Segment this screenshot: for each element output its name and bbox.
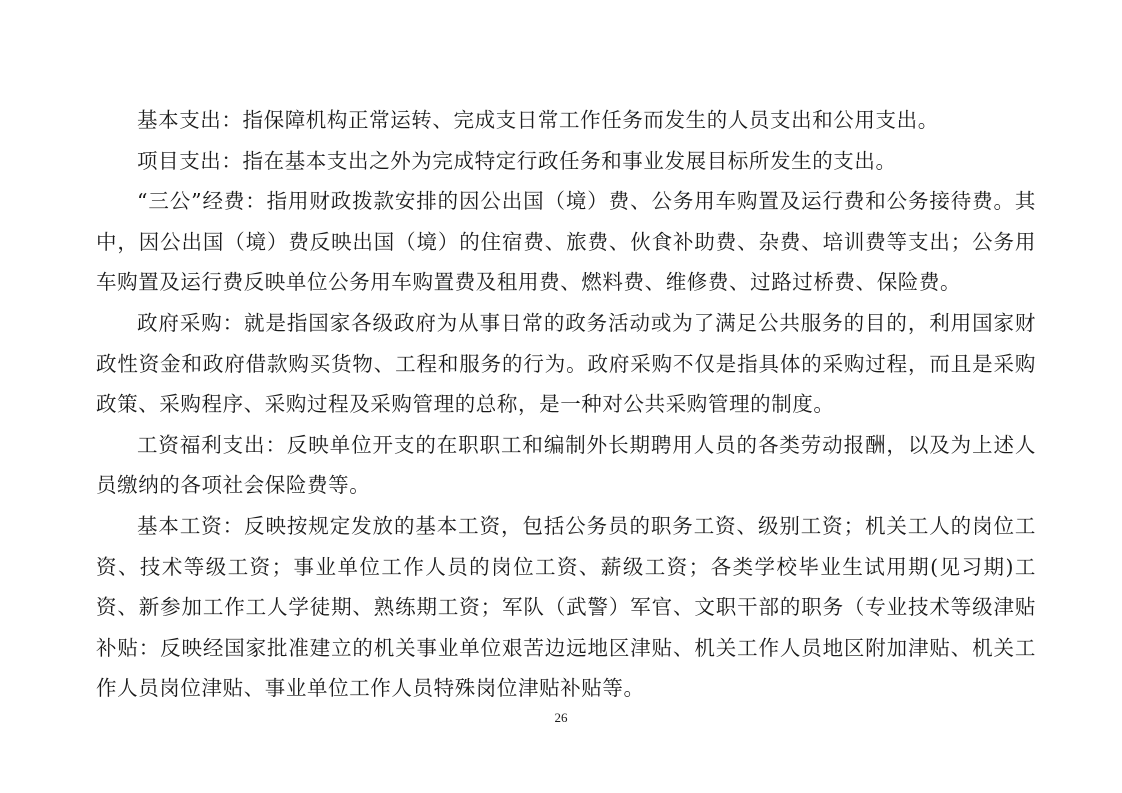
document-body [96,100,1036,709]
paragraph-project-expenditure: 项目支出：指在基本支出之外为完成特定行政任务和事业发展目标所发生的支出。 [137,148,897,173]
paragraph-wage-welfare-expenditure: 工资福利支出：反映单位开支的在职职工和编制外长期聘用人员的各类劳动报酬，以及为上述人员缴纳的各项社会保险费等。 [96,432,1036,498]
page-number: 26 [554,710,568,725]
paragraph-basic-wage: 基本工资：反映按规定发放的基本工资，包括公务员的职务工资、级别工资；机关工人的岗位工资、技术等级工资；事业单位工作人员的岗位工资、薪级工资；各类学校毕业生试用期(见习期)工资、新参加工作工人学徒期、熟练期工资；军队（武警）军官、文职干部的职务（专业技术等级津贴补贴：反映经国家批准建立的机关事业单位艰苦边远地区津贴、机关工作人员地区附加津贴、机关工作人员岗位津贴、事业单位工作人员特殊岗位津贴补贴等。 [96,513,1036,701]
paragraph-three-public-expenses: “三公”经费：指用财政拨款安排的因公出国（境）费、公务用车购置及运行费和公务接待费。其中，因公出国（境）费反映出国（境）的住宿费、旅费、伙食补助费、杂费、培训费等支出；公务用车购置及运行费反映单位公务用车购置费及租用费、燃料费、维修费、过路过桥费、保险费。 [96,189,1036,295]
paragraph-government-procurement: 政府采购：就是指国家各级政府为从事日常的政务活动或为了满足公共服务的目的，利用国家财政性资金和政府借款购买货物、工程和服务的行为。政府采购不仅是指具体的采购过程，而且是采购政策、采购程序、采购过程及采购管理的总称，是一种对公共采购管理的制度。 [96,310,1036,417]
paragraph-basic-expenditure: 基本支出：指保障机构正常运转、完成支日常工作任务而发生的人员支出和公用支出。 [137,108,939,132]
